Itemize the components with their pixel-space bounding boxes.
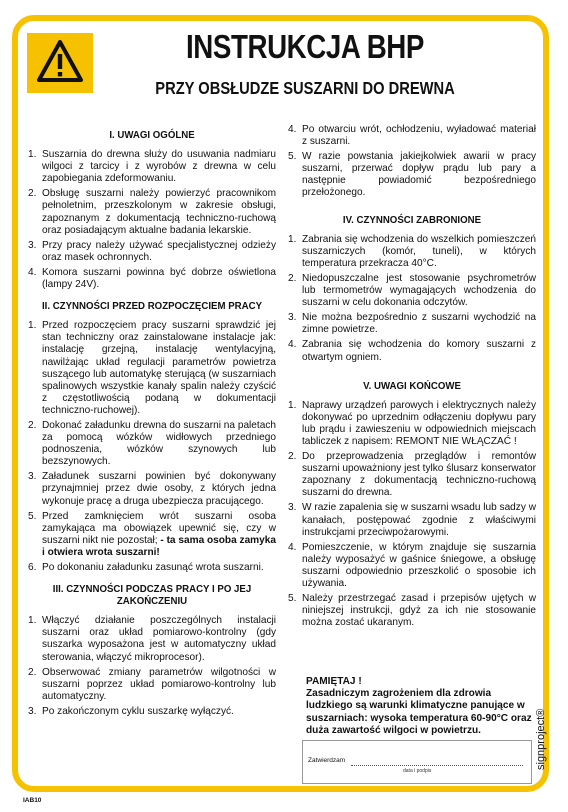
right-column (288, 120, 536, 632)
section-heading: I. UWAGI OGÓLNE (109, 129, 195, 141)
list-item: 5. W razie powstania jakiejkolwiek awarii w pracy suszarni, przerwać dopływ prądu lub pary a następnie powiadomić bezpośredniego przełożonego. (288, 151, 536, 199)
notice-box (306, 676, 532, 737)
signature-caption: data i podpis (403, 768, 432, 774)
list-item: 2. Obsługę suszarni należy powierzyć pracownikom pełnoletnim, przeszkolonym w zakresie obsługi, zapoznanym z dokumentacją techniczno-ruchową oraz posiadającym aktualne badania lekarskie. (28, 188, 276, 236)
list-item: 2. Obserwować zmiany parametrów wilgotności w suszarni poprzez układ pomiarowo-kontrolny lub automatyczny. (28, 666, 276, 702)
list-item: 3. Nie można bezpośrednio z suszarni wychodzić na zimne powietrze. (288, 312, 536, 336)
left-column (28, 120, 276, 721)
list-item: 1. Naprawy urządzeń parowych i elektrycznych należy dokonywać po uprzednim odłączeniu dopływu pary lub prądu i zawieszeniu w odpowiednich miejscach tabliczek z napisem: REMONT NIE WŁĄCZAĆ ! (288, 399, 536, 447)
product-code: IAB10 (23, 797, 42, 804)
list-item: 4. Pomieszczenie, w którym znajduje się suszarnia należy wyposażyć w gaśnice śniegowe, a obsługę suszarni odpowiednio przeszkolić o sposobie ich używania. (288, 541, 536, 589)
list-item: 4. Komora suszarni powinna być dobrze oświetlona (lampy 24V). (28, 266, 276, 291)
brand-mark: signproject® (535, 708, 547, 770)
list-item: 3. Załadunek suszarni powinien być dokonywany przynajmniej przez dwie osoby, z których jedna wykonuje pracę a druga ubezpiecza pracującego. (28, 471, 276, 507)
section-list (288, 400, 536, 630)
section-heading: III. CZYNNOŚCI PODCZAS PRACY I PO JEJ ZAKOŃCZENIU (52, 583, 252, 608)
signature-line (351, 765, 523, 766)
list-item: 6. Po dokonaniu załadunku zasunąć wrota suszarni. (28, 562, 264, 573)
list-item: 2. Niedopuszczalne jest stosowanie psychrometrów lub termometrów wymagających wchodzenia do suszarni w celu dokonania odczytów. (288, 272, 536, 309)
signature-label: Zatwierdzam (308, 757, 346, 764)
list-item: 5. Należy przestrzegać zasad i przepisów ujętych w niniejszej instrukcji, gdyż za ich nie stosowanie można zostać ukaranym. (288, 593, 536, 629)
notice-text: Zasadniczym zagrożeniem dla zdrowia ludzkiego są warunki klimatyczne panujące w suszarniach: wysoka temperatura 60-90°C oraz duża zawartość wilgoci w powietrzu. (306, 688, 532, 736)
section-list (288, 124, 536, 200)
list-item: 5. Przed zamknięciem wrót suszarni osoba zamykająca ma obowiązek upewnić się, czy w suszarni nikt nie pozostał; - ta sama osoba zamyka i otwiera wrota suszarni! (28, 510, 276, 558)
section-heading: II. CZYNNOŚCI PRZED ROZPOCZĘCIEM PRACY (41, 300, 263, 313)
list-item: 4. Po otwarciu wrót, ochłodzeniu, wyładować materiał z suszarni. (288, 124, 536, 148)
section-list (28, 149, 276, 291)
notice-label: PAMIĘTAJ ! (306, 676, 362, 687)
section-list (288, 234, 536, 364)
list-item: 1. Suszarnia do drewna służy do usuwania nadmiaru wilgoci z tarcicy i z wyrobów z drewna w celu zapobiegania zdeformowaniu. (28, 149, 276, 185)
section-heading: V. UWAGI KOŃCOWE (363, 379, 461, 392)
section-list (28, 615, 276, 718)
list-item: 4. Zabrania się wchodzenia do komory suszarni z otwartym ogniem. (288, 339, 536, 363)
page-title: INSTRUKCJA BHP (186, 28, 424, 65)
page-subtitle: PRZY OBSŁUDZE SUSZARNI DO DREWNA (155, 78, 455, 98)
list-item: 1. Przed rozpoczęciem pracy suszarni sprawdzić jej stan techniczny oraz zainstalowane instalacje jak: instalację grzejną, instalację wentylacyjną, nawilżając układ regulacji parametrów powietrza suszącego lub automatykę sterującą (w suszarniach spalinowych wszystkie kanały spalin należy czyścić z częstotliwością podaną w dokumentacji techniczno-ruchowej). (28, 320, 276, 416)
list-item: 3. Po zakończonym cyklu suszarkę wyłączyć. (28, 705, 234, 717)
list-item: 3. W razie zapalenia się w suszarni wsadu lub sadzy w kanałach, postępować zgodnie z właściwymi instrukcjami przeciwpożarowymi. (288, 502, 536, 538)
list-item: 1. Zabrania się wchodzenia do wszelkich pomieszczeń suszarniczych (komór, tuneli), w których temperatura przekracza 40°C. (288, 233, 536, 269)
list-item: 3. Przy pracy należy używać specjalistycznej odzieży oraz masek ochronnych. (28, 239, 276, 263)
warning-badge (27, 33, 93, 93)
signature-box (302, 740, 532, 784)
section-heading: IV. CZYNNOŚCI ZABRONIONE (342, 213, 482, 226)
list-item: 1. Włączyć działanie poszczególnych instalacji suszarni oraz układ pomiarowo-kontrolny (gdy suszarka wyposażona jest w automatyczny układ sterowania, włączyć mikroprocesor). (28, 615, 276, 663)
list-item: 2. Do przeprowadzenia przeglądów i remontów suszarni upoważniony jest tylko ślusarz konserwator zapoznany z dokumentacją techniczno-ruchową suszarni do drewna. (288, 451, 536, 499)
warning-triangle-icon (36, 39, 84, 83)
section-list (28, 320, 276, 574)
list-item: 2. Dokonać załadunku drewna do suszarni na paletach za pomocą wózków widłowych przedniego podnoszenia, wózków szynowych lub bezszynowych. (28, 419, 276, 468)
